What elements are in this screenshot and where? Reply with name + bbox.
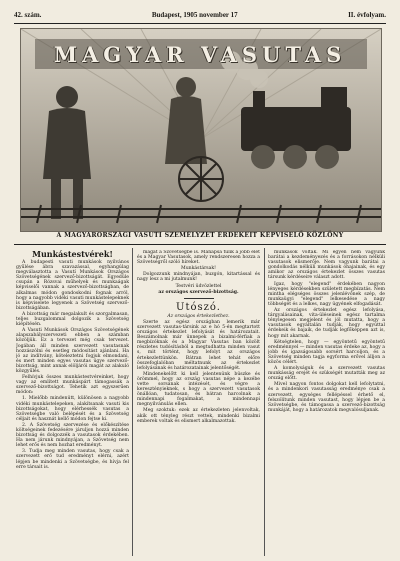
column-2 <box>137 250 260 556</box>
column-1 <box>16 250 129 556</box>
paragraph: A bizottság már megalakult és szorgalmasan, teljes buzgalommal dolgozik a Szövetség kiépítésén. <box>16 311 129 328</box>
section-title: Utószó. <box>176 301 221 313</box>
paragraph: Mivel nagyon fontos dolgokat kell lefolytatni, és a mindenkori vasutasság eredménye csak a szervezett, egységes fellépéssel érhető el, felszólítunk minden vasutast, hogy lépjen be a Szövetségbe, és támogassa a szervező-bizottság munkáját, hogy a határozatok megvalósuljanak. <box>268 382 385 413</box>
masthead-header <box>14 8 386 22</box>
place-date: Budapest, 1905 november 17 <box>151 11 238 19</box>
paragraph: 1. Mielőbb mindenütt, különösen a nagyobb vidéki munkástelepeken, alakítsanak vasuti kis bizottságokat, hogy elérhessék vasutas a Szövetségbe való belépését és a Szövetség céljait és hasznát kellő módon fejtse ki. <box>16 396 129 422</box>
signature: az országos szervező-bizottság. <box>158 289 239 295</box>
greeting: Testvéri üdvözlettel <box>175 283 222 289</box>
paragraph: Az országos értekezlet egész lefolyása, tárgyalásainak, vita-üléseinek egész tartalma ténylegesen megjelent és jól mutatta, hogy a vasutasok egyáltalán tudják, hogy egyúttal érdekeik és bajaik, de tudják legfőképpen azt is, hogy mit akarnak. <box>268 308 385 339</box>
paragraph: Szerte az egész országban lemerik már szervezett vasutas-társink az e hó 5-én megtartott országos értekezlet lefolyását és határozatait. Beszámolnak már ünnepek a bizalmi-férfiak a megbízóknak és a Magyar Vasutas ban közölt részletes tudósításból a megtudhatta minden vasut s, mit történt, hogy lefolyt az országos értekezlettünkön. Bátran lehet tehát előre összefoglalóban méltatnunk az értekezlet lefolyásának és határozatainak jelentőségét. <box>137 319 260 371</box>
column-rule-2 <box>264 248 265 556</box>
paragraph: 2. A Szövetség szervezése és előkészítése költségeinek fedezésére járuljon hozzá minden bizottság és dolgozzék a vasutasok érdekében. Ha nem járunk mindnyájan, a Szövetség nem lehet erős és nem hozhat eredményt. <box>16 422 129 449</box>
paragraph: Dolgozzunk mindnyájan, buzgón, kitartással és nagy lesz a mi jutalmunk! <box>137 272 260 283</box>
column-3 <box>268 250 385 556</box>
paragraph: A Vasuti Munkások Országos Szövetségének alapszabályszervezeti ebben a számban közöljük. Ez a tervezet még csak tervezet. Jogában áll minden szervezett vasutasnak hozzászólni és esetleg módosítást ajánlani. Ha jó az indítvány, köteleztetni fogjuk elmondani, és mert minden egyes vasutas ügye szervező-bizottság, mint annak elöljárói magát az alakuló közgyűlés. <box>16 328 129 374</box>
article-heading: Munkástestvérek! <box>32 250 113 259</box>
header-rule <box>14 23 386 24</box>
subtitle-rule <box>14 244 386 245</box>
issue-number: 42. szám. <box>14 11 42 19</box>
paragraph: Munkástársak! <box>180 266 216 272</box>
paragraph: Mindenekelőtt ki kell jelentenünk büszke és örömmel, hogy az ország vasutas népe a kezébe vette sorsának intézését, és végre a keresztényieknek, s hogy a szervezett vasutasok önállóan, tudatosan, és bátran harcolnak a mindennapi fogalmakat, a mindennapi megnyilvánulás ellen. <box>137 371 260 408</box>
masthead-title: MAGYAR VASUTAS <box>53 42 347 67</box>
paragraph: A komolyságuk és a szervezett vasutas munkásság erejét és szükségét mutatták meg az ország előtt. <box>268 366 385 382</box>
paragraph: 3. Tudja meg minden vasutas, hogy csak a szervezett erő tud eredményt elérni, azért lépjen be mindenki a Szövetségbe, és hívja fel erre társait is. <box>16 449 129 470</box>
paragraph: munkások voltak. Mi egyen nem vagyunk barátai a kezdeményezés és a forrásokon nélküli vasutasok elismerője. Nem vagyunk barátai a gondolkodás nélküli munkások óhajainak, és egy amikor az országos értekezlet összes vasutas társunk kérdéseire választ adott. <box>268 250 385 281</box>
paragraph: magát a Szövetségbe is. Manapsá túlik a jobb élet és a Magyar Vasutasok, amely rendszeresen hozza a Szövetségről szóló híreket. <box>137 250 260 266</box>
paragraph: Felhívjuk összes munkástestvéreinket, hogy vagy az említett munkáspárt támogassák a szervező-bizottságot. Tehetik azt egyszerűen módon: <box>16 375 129 396</box>
volume-number: II. évfolyam. <box>348 11 386 19</box>
masthead-subtitle: A MAGYARORSZÁGI VASUTI SZEMÉLYZET ÉRDEKEIT KÉPVISELŐ KÖZLÖNY <box>56 232 344 239</box>
column-rule-1 <box>132 248 133 556</box>
section-divider <box>184 298 214 299</box>
section-subtitle: Az országos értekezlethez. <box>167 313 230 319</box>
paragraph: A budapesti vasuti munkások nyilvános gyűlése ábra szavazással, egyhangúlag megválasztotta a Vasutí Munkások Országos Szövetségének szervező-bizottságát. Egyedüle csupán a Rózsvai műhelyek és munkaágak képviselői vannak a szervező-bizottságban, de alkalmas módon gondoskodni fognak arról, hogy a nagyobb vidéki vasuti munkástelepeknek is képviselete legyenek a Szövetség szervező-bizottságában. <box>16 260 129 311</box>
paragraph: Igaz, hogy "elegend" érdekében nagyon lényeges kérdésekben született megbízatás. Nem mintha elégséges összes jelenlévőnek szép, de munkaügyi "elegend" lelkesedése a nagy többségét és a lelkes, nagy ügyének elfogadását. <box>268 281 385 307</box>
paragraph: Meg szoktuk: ezek az értekezleten jelenvoltak, akik ott tényleg részt vettek, mindenki bizalmi emberek voltak és elismert alkalmazottak. <box>137 408 260 424</box>
paragraph: Kétségtelen, hogy — egyöntetű egyöntetű eredménnyel — minden vasutas érdeke az, hogy a jobb és igazságosabb sorsért harcoljon, és a Szövetség minden tagja egyforma erővel álljon a közös célért. <box>268 339 385 365</box>
